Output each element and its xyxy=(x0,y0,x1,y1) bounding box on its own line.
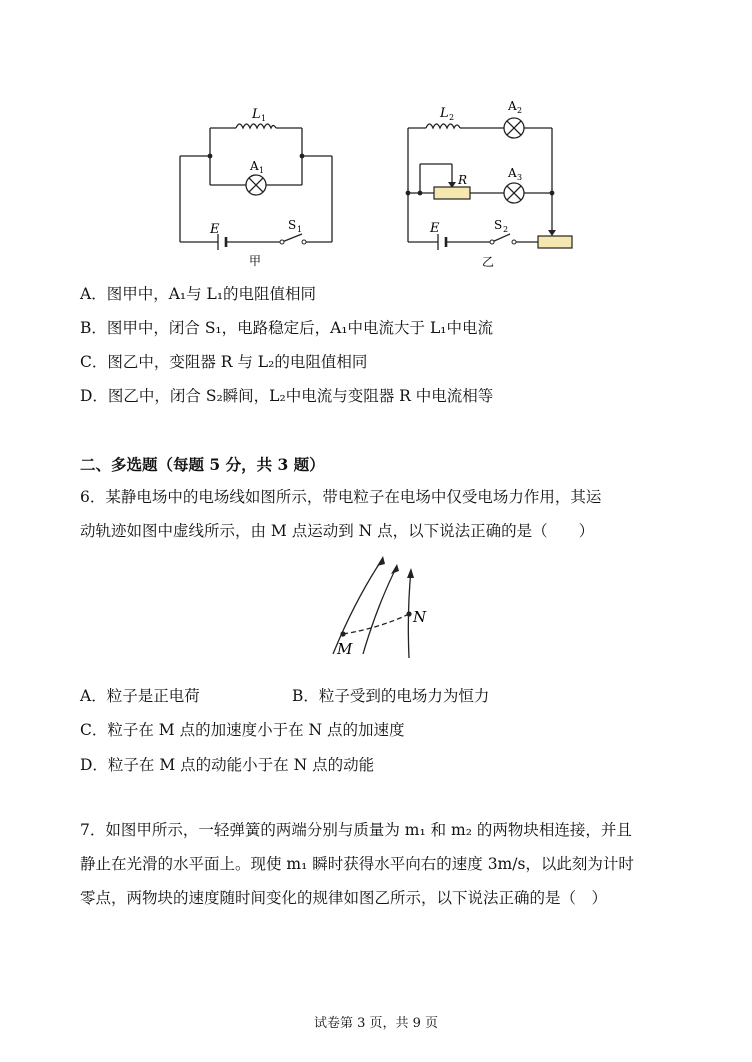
q6-option-a: A．粒子是正电荷 xyxy=(80,687,200,705)
point-n-label: N xyxy=(413,608,427,626)
q7-stem-line3: 零点，两物块的速度随时间变化的规律如图乙所示，以下说法正确的是（ ） xyxy=(80,889,608,907)
section-2-title: 二、多选题（每题 5 分，共 3 题） xyxy=(80,455,325,474)
q6-option-d: D．粒子在 M 点的动能小于在 N 点的动能 xyxy=(80,756,375,774)
lamp-a1-sub: 1 xyxy=(259,166,265,175)
lamp-a3-sub: 3 xyxy=(517,173,523,182)
q5-option-b: B．图甲中，闭合 S₁，电路稳定后，A₁中电流大于 L₁中电流 xyxy=(80,319,493,337)
q5-option-c: C．图乙中，变阻器 R 与 L₂的电阻值相同 xyxy=(80,353,368,371)
inductor-l1-sub: 1 xyxy=(261,114,267,123)
electric-field-diagram xyxy=(325,550,435,662)
inductor-l2-sub: 2 xyxy=(449,113,455,122)
caption-yi: 乙 xyxy=(482,255,495,269)
switch-s2-label: S xyxy=(494,218,503,232)
q6-stem-line2: 动轨迹如图中虚线所示，由 M 点运动到 N 点，以下说法正确的是（ ） xyxy=(80,522,595,540)
q6-stem-line1: 6．某静电场中的电场线如图所示，带电粒子在电场中仅受电场力作用，其运 xyxy=(80,488,602,506)
inductor-l1-label: L xyxy=(252,107,261,122)
point-m-label: M xyxy=(337,640,353,658)
q5-option-a: A．图甲中，A₁与 L₁的电阻值相同 xyxy=(80,285,317,303)
emf-e2-label: E xyxy=(430,221,440,236)
resistor-r-label: R xyxy=(458,173,468,187)
circuit-diagram-yi xyxy=(400,96,590,274)
circuit-diagram-jia xyxy=(170,100,340,270)
q7-stem-line2: 静止在光滑的水平面上。现使 m₁ 瞬时获得水平向右的速度 3m/s，以此刻为计时 xyxy=(80,855,634,873)
emf-e-label: E xyxy=(210,222,220,237)
lamp-a3-label: A xyxy=(508,166,517,180)
switch-s1-sub: 1 xyxy=(297,225,303,234)
q6-option-c: C．粒子在 M 点的加速度小于在 N 点的加速度 xyxy=(80,721,405,739)
q7-stem-line1: 7．如图甲所示，一轻弹簧的两端分别与质量为 m₁ 和 m₂ 的两物块相连接，并且 xyxy=(80,821,632,839)
lamp-a1-label: A xyxy=(250,159,259,173)
q6-option-b: B．粒子受到的电场力为恒力 xyxy=(292,687,490,705)
lamp-a2-sub: 2 xyxy=(517,106,523,115)
caption-jia: 甲 xyxy=(249,254,262,268)
page-footer: 试卷第 3 页，共 9 页 xyxy=(313,1016,439,1031)
inductor-l2-label: L xyxy=(440,106,449,121)
q5-option-d: D．图乙中，闭合 S₂瞬间，L₂中电流与变阻器 R 中电流相等 xyxy=(80,387,494,405)
lamp-a2-label: A xyxy=(508,99,517,113)
switch-s2-sub: 2 xyxy=(503,225,509,234)
switch-s1-label: S xyxy=(288,218,297,232)
